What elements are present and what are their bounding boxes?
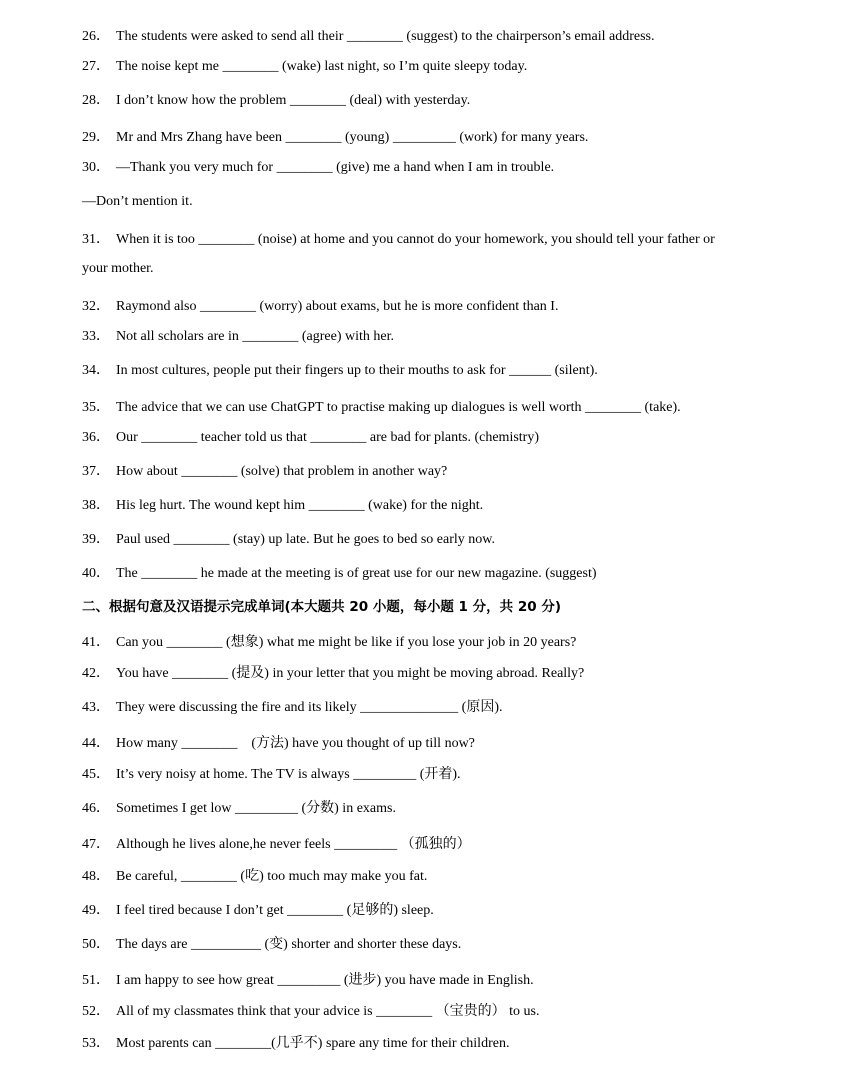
question-53: 53． Most parents can ________(几乎不) spare any time for their children. <box>82 1036 510 1051</box>
question-44: 44． How many ________ (方法) have you thought of up till now? <box>82 736 475 751</box>
question-35: 35． The advice that we can use ChatGPT to practise making up dialogues is well worth ________ (take). <box>82 400 681 415</box>
question-43: 43． They were discussing the fire and its likely ______________ (原因). <box>82 700 503 715</box>
question-33: 33． Not all scholars are in ________ (agree) with her. <box>82 329 394 344</box>
question-46: 46． Sometimes I get low _________ (分数) in exams. <box>82 801 396 816</box>
question-42: 42． You have ________ (提及) in your letter that you might be moving abroad. Really? <box>82 666 585 681</box>
question-26: 26． The students were asked to send all their ________ (suggest) to the chairperson’s email address. <box>82 29 655 44</box>
question-34: 34． In most cultures, people put their fingers up to their mouths to ask for ______ (silent). <box>82 363 598 378</box>
question-29: 29． Mr and Mrs Zhang have been ________ (young) _________ (work) for many years. <box>82 130 589 145</box>
question-49: 49． I feel tired because I don’t get ________ (足够的) sleep. <box>82 903 434 918</box>
question-45: 45． It’s very noisy at home. The TV is always _________ (开着). <box>82 767 461 782</box>
question-31-continued: your mother. <box>82 261 154 276</box>
question-30-reply: —Don’t mention it. <box>82 194 193 209</box>
question-40: 40． The ________ he made at the meeting is of great use for our new magazine. (suggest) <box>82 566 597 581</box>
question-51: 51． I am happy to see how great _________ (进步) you have made in English. <box>82 973 534 988</box>
question-27: 27． The noise kept me ________ (wake) last night, so I’m quite sleepy today. <box>82 59 528 74</box>
question-52: 52． All of my classmates think that your advice is ________ （宝贵的） to us. <box>82 1004 540 1019</box>
question-38: 38． His leg hurt. The wound kept him ________ (wake) for the night. <box>82 498 484 513</box>
question-48: 48． Be careful, ________ (吃) too much may make you fat. <box>82 869 428 884</box>
question-32: 32． Raymond also ________ (worry) about exams, but he is more confident than I. <box>82 299 559 314</box>
question-39: 39． Paul used ________ (stay) up late. But he goes to bed so early now. <box>82 532 495 547</box>
question-30: 30． —Thank you very much for ________ (give) me a hand when I am in trouble. <box>82 160 555 175</box>
question-36: 36． Our ________ teacher told us that ________ are bad for plants. (chemistry) <box>82 430 540 445</box>
question-41: 41． Can you ________ (想象) what me might be like if you lose your job in 20 years? <box>82 635 577 650</box>
question-47: 47． Although he lives alone,he never feels _________ （孤独的） <box>82 837 471 852</box>
question-28: 28． I don’t know how the problem ________ (deal) with yesterday. <box>82 93 471 108</box>
question-31: 31． When it is too ________ (noise) at home and you cannot do your homework, you should tell your father or <box>82 232 715 247</box>
section-heading: 二、根据句意及汉语提示完成单词(本大题共 20 小题，每小题 1 分，共 20 分) <box>82 599 562 615</box>
question-50: 50． The days are __________ (变) shorter and shorter these days. <box>82 937 462 952</box>
question-37: 37． How about ________ (solve) that problem in another way? <box>82 464 448 479</box>
